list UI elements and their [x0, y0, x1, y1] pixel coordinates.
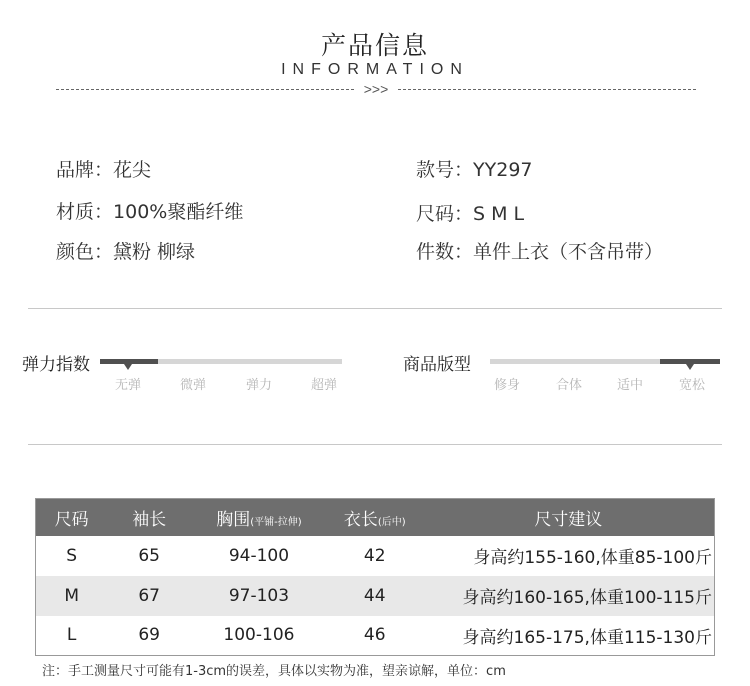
elasticity-option: 无弹	[114, 378, 141, 393]
cell-recommend: 身高约165-175,体重115-130斤	[462, 627, 712, 648]
info-pieces-value: 单件上衣（不含吊带）	[473, 241, 664, 263]
info-material-value: 100%聚酯纤维	[113, 201, 244, 223]
fit-option: 合体	[555, 378, 582, 393]
header-length-label: 衣长	[343, 509, 378, 530]
info-brand-value: 花尖	[113, 159, 152, 181]
cell-size: S	[66, 545, 78, 566]
cell-size: L	[66, 625, 77, 646]
elasticity-title: 弹力指数	[22, 355, 90, 375]
header-sleeve: 袖长	[107, 499, 191, 536]
page-title: 产品信息	[320, 31, 429, 60]
info-size-value: S M L	[473, 203, 525, 225]
table-row	[36, 616, 715, 656]
size-table-header	[36, 499, 715, 536]
elasticity-option: 超弹	[310, 378, 337, 393]
info-brand-label: 品牌：	[56, 159, 114, 181]
table-row	[36, 576, 715, 616]
header-length	[327, 499, 423, 536]
info-style-no-label: 款号：	[416, 159, 474, 181]
cell-length: 42	[363, 545, 386, 566]
section-divider-bottom	[28, 444, 722, 445]
info-style-no-value: YY297	[473, 159, 533, 181]
elasticity-option: 微弹	[179, 378, 206, 393]
fit-option: 宽松	[678, 378, 705, 393]
cell-sleeve: 69	[138, 625, 160, 646]
arrows-icon: >>>	[363, 81, 389, 97]
section-divider-top	[28, 308, 722, 309]
dash-right	[398, 89, 696, 90]
info-color-label: 颜色：	[56, 241, 114, 263]
header-chest-label: 胸围	[216, 509, 251, 530]
cell-recommend: 身高约160-165,体重100-115斤	[423, 576, 715, 616]
info-style-no	[416, 155, 533, 182]
info-size	[416, 199, 524, 226]
header-chest-note: (平铺-拉伸)	[250, 516, 302, 528]
cell-chest: 100-106	[223, 625, 295, 646]
fit-title: 商品版型	[403, 355, 471, 375]
info-pieces	[416, 237, 663, 264]
cell-sleeve: 67	[107, 576, 191, 616]
info-color	[56, 237, 195, 264]
fit-option: 修身	[493, 378, 520, 393]
cell-sleeve: 65	[138, 545, 160, 566]
fit-pointer-icon	[686, 364, 694, 370]
header-chest	[191, 499, 327, 536]
table-row	[36, 536, 715, 576]
info-brand	[56, 155, 151, 182]
cell-chest: 94-100	[228, 545, 290, 566]
dash-left	[56, 89, 354, 90]
measurement-note: 注：手工测量尺寸可能有1-3cm的误差，具体以实物为准，望亲谅解，单位：cm	[42, 664, 506, 679]
cell-size: M	[36, 576, 108, 616]
header-recommend: 尺寸建议	[423, 499, 715, 536]
size-table	[35, 498, 715, 656]
cell-length: 46	[363, 625, 386, 646]
cell-length: 44	[327, 576, 423, 616]
elasticity-option: 弹力	[245, 378, 272, 393]
header-size: 尺码	[36, 499, 108, 536]
fit-option: 适中	[616, 378, 643, 393]
cell-chest: 97-103	[191, 576, 327, 616]
header-length-note: (后中)	[377, 516, 406, 528]
info-color-value: 黛粉 柳绿	[113, 241, 196, 263]
dashed-divider	[56, 80, 696, 98]
info-size-label: 尺码：	[416, 203, 474, 225]
page-subtitle: INFORMATION	[281, 61, 469, 78]
info-material-label: 材质：	[56, 201, 114, 223]
info-material	[56, 197, 243, 224]
info-pieces-label: 件数：	[416, 241, 474, 263]
cell-recommend: 身高约155-160,体重85-100斤	[473, 548, 712, 568]
elasticity-pointer-icon	[124, 364, 132, 370]
